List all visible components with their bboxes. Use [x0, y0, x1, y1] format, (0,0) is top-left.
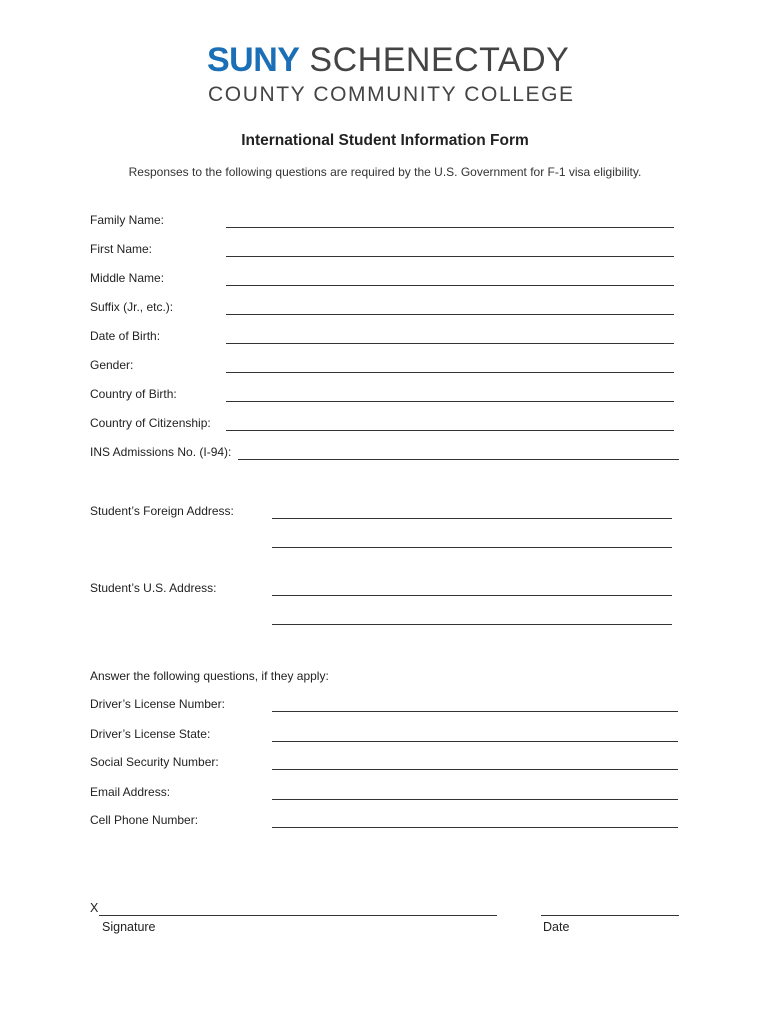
email-label: Email Address:	[90, 785, 171, 799]
country-citizenship-field[interactable]	[226, 430, 674, 431]
foreign-address-line-1[interactable]	[272, 518, 672, 519]
us-address-label: Student’s U.S. Address:	[90, 581, 217, 595]
license-number-field[interactable]	[272, 711, 678, 712]
country-birth-field[interactable]	[226, 401, 674, 402]
middle-name-field[interactable]	[226, 285, 674, 286]
us-address-line-2[interactable]	[272, 624, 672, 625]
country-citizenship-label: Country of Citizenship:	[90, 416, 211, 430]
college-logo	[207, 40, 569, 80]
date-field[interactable]	[541, 915, 679, 916]
cell-field[interactable]	[272, 827, 678, 828]
dob-field[interactable]	[226, 343, 674, 344]
optional-heading: Answer the following questions, if they apply:	[90, 669, 329, 683]
email-field[interactable]	[272, 799, 678, 800]
gender-label: Gender:	[90, 358, 134, 372]
form-title: International Student Information Form	[241, 132, 529, 149]
first-name-label: First Name:	[90, 242, 153, 256]
suffix-field[interactable]	[226, 314, 674, 315]
ssn-label: Social Security Number:	[90, 755, 219, 769]
cell-label: Cell Phone Number:	[90, 813, 199, 827]
gender-field[interactable]	[226, 372, 674, 373]
form-intro: Responses to the following questions are required by the U.S. Government for F-1 visa eligibility.	[128, 165, 642, 179]
ins-admissions-label: INS Admissions No. (I-94):	[90, 445, 232, 459]
logo-name: SCHENECTADY	[309, 41, 570, 79]
first-name-field[interactable]	[226, 256, 674, 257]
foreign-address-label: Student’s Foreign Address:	[90, 504, 234, 518]
date-label: Date	[543, 920, 570, 934]
dob-label: Date of Birth:	[90, 329, 161, 343]
family-name-label: Family Name:	[90, 213, 165, 227]
signature-label: Signature	[102, 920, 156, 934]
logo-subtitle: COUNTY COMMUNITY COLLEGE	[208, 83, 575, 106]
ins-admissions-field[interactable]	[238, 459, 679, 460]
family-name-field[interactable]	[226, 227, 674, 228]
logo-brand: SUNY	[207, 41, 300, 79]
license-state-field[interactable]	[272, 741, 678, 742]
middle-name-label: Middle Name:	[90, 271, 165, 285]
ssn-field[interactable]	[272, 769, 678, 770]
country-birth-label: Country of Birth:	[90, 387, 177, 401]
signature-field[interactable]	[99, 915, 497, 916]
us-address-line-1[interactable]	[272, 595, 672, 596]
license-state-label: Driver’s License State:	[90, 727, 211, 741]
signature-mark: X	[90, 901, 99, 915]
foreign-address-line-2[interactable]	[272, 547, 672, 548]
license-number-label: Driver’s License Number:	[90, 697, 225, 711]
suffix-label: Suffix (Jr., etc.):	[90, 300, 174, 314]
